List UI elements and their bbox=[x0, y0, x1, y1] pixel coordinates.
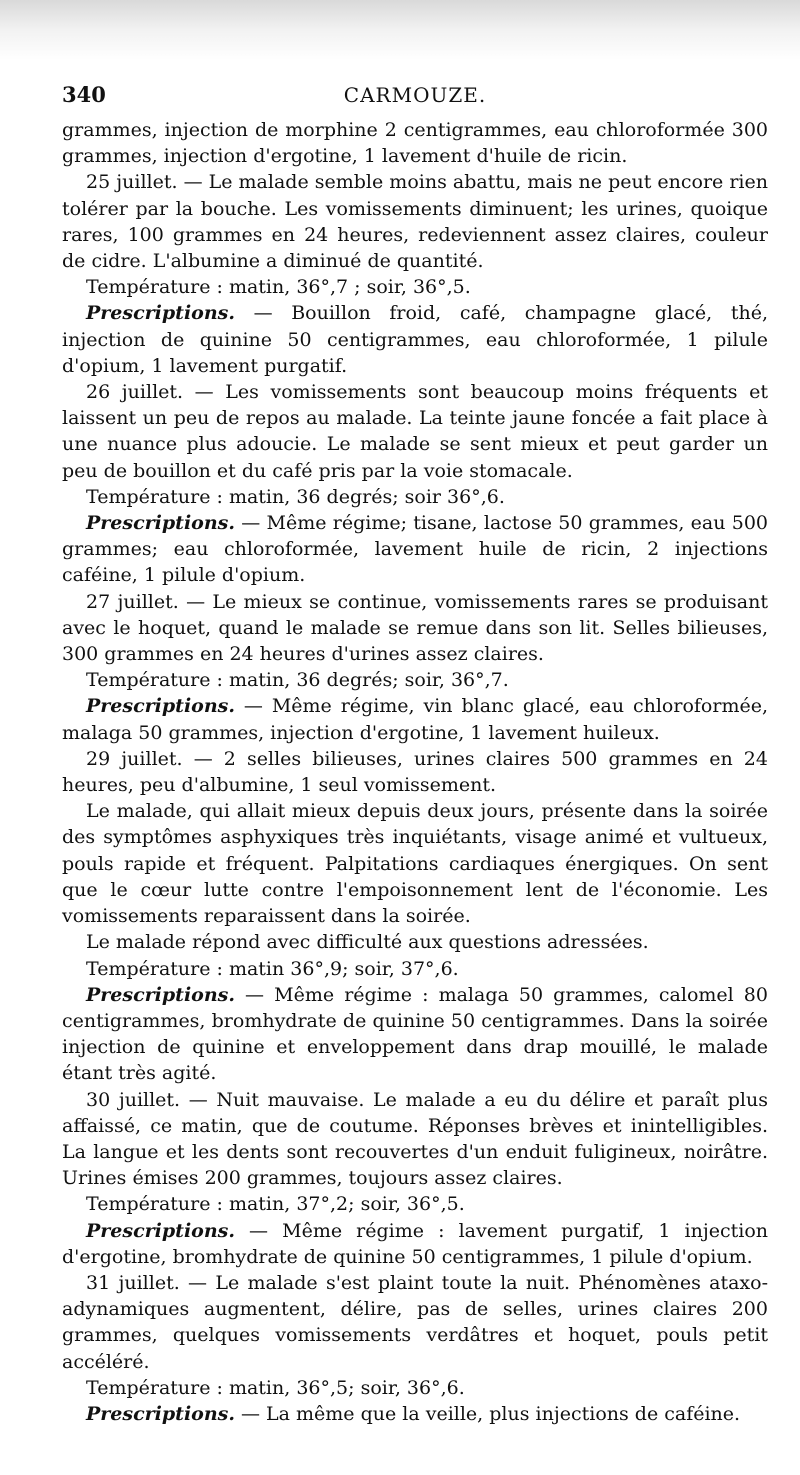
paragraph-text: Température : matin, 36°,7 ; soir, 36°,5. bbox=[86, 276, 471, 299]
body-text bbox=[62, 117, 768, 1427]
paragraph bbox=[62, 300, 768, 379]
prescriptions-label: Prescriptions. bbox=[86, 512, 235, 535]
paragraph bbox=[62, 667, 768, 693]
paragraph bbox=[62, 1191, 768, 1217]
paragraph bbox=[62, 484, 768, 510]
paragraph-text: 31 juillet. — Le malade s'est plaint toute la nuit. Phénomènes ataxo-adynamiques augmentent, délire, pas de selles, urines claires 200 grammes, quelques vomissements verdâtres et hoquet, pouls petit accéléré. bbox=[62, 1271, 768, 1373]
prescriptions-label: Prescriptions. bbox=[86, 1402, 235, 1425]
paragraph bbox=[62, 1087, 768, 1192]
paragraph bbox=[62, 1218, 768, 1270]
paragraph bbox=[62, 510, 768, 589]
page-header bbox=[62, 82, 768, 112]
paragraph-text: — La même que la veille, plus injections de caféine. bbox=[234, 1402, 741, 1425]
paragraph bbox=[62, 274, 768, 300]
paragraph bbox=[62, 1401, 768, 1427]
paragraph bbox=[62, 169, 768, 274]
paragraph-text: — Même régime; tisane, lactose 50 grammes, eau 500 grammes; eau chloroformée, lavement huile de ricin, 2 injections caféine, 1 pilule d'opium. bbox=[62, 512, 768, 587]
paragraph bbox=[62, 798, 768, 929]
paragraph bbox=[62, 1375, 768, 1401]
paragraph-text: — Même régime, vin blanc glacé, eau chloroformée, malaga 50 grammes, injection d'ergotine, 1 lavement huileux. bbox=[62, 695, 768, 744]
paragraph-text: Température : matin, 36 degrés; soir, 36°,7. bbox=[86, 669, 509, 692]
paragraph-text: Température : matin, 37°,2; soir, 36°,5. bbox=[86, 1193, 465, 1216]
page-number: 340 bbox=[62, 82, 106, 107]
paragraph bbox=[62, 117, 768, 169]
prescriptions-label: Prescriptions. bbox=[86, 1219, 235, 1242]
paragraph-text: Température : matin, 36°,5; soir, 36°,6. bbox=[86, 1376, 465, 1399]
running-title: CARMOUZE. bbox=[343, 83, 487, 107]
paragraph bbox=[62, 693, 768, 745]
paragraph-text: 30 juillet. — Nuit mauvaise. Le malade a eu du délire et paraît plus affaissé, ce matin, que de coutume. Réponses brèves et inintelligibles. La langue et les dents sont recouvertes d'un enduit fuligineux, noirâtre. Urines émises 200 grammes, toujours assez claires. bbox=[62, 1088, 768, 1190]
paragraph bbox=[62, 589, 768, 668]
paragraph-text: 25 juillet. — Le malade semble moins abattu, mais ne peut encore rien tolérer par la bouche. Les vomissements diminuent; les urines, quoique rares, 100 grammes en 24 heures, redeviennent assez claires, couleur de cidre. L'albumine a diminué de quantité. bbox=[62, 171, 768, 273]
prescriptions-label: Prescriptions. bbox=[86, 695, 235, 718]
paragraph-text: 29 juillet. — 2 selles bilieuses, urines claires 500 grammes en 24 heures, peu d'albumine, 1 seul vomissement. bbox=[62, 747, 768, 797]
paragraph bbox=[62, 956, 768, 982]
paragraph-text: 26 juillet. — Les vomissements sont beaucoup moins fréquents et laissent un peu de repos au malade. La teinte jaune foncée a fait place à une nuance plus adoucie. Le malade se sent mieux et peut garder un peu de bouillon et du café pris par la voie stomacale. bbox=[62, 381, 768, 482]
prescriptions-label: Prescriptions. bbox=[86, 302, 235, 325]
paragraph-text: Température : matin 36°,9; soir, 37°,6. bbox=[86, 957, 459, 980]
paragraph bbox=[62, 379, 768, 484]
paragraph-text: Température : matin, 36 degrés; soir 36°,6. bbox=[86, 485, 505, 508]
paragraph-text: — Même régime : malaga 50 grammes, calomel 80 centigrammes, bromhydrate de quinine 50 centigrammes. Dans la soirée injection de quinine et enveloppement dans drap mouillé, le malade étant très agité. bbox=[62, 983, 768, 1085]
paragraph-text: — Bouillon froid, café, champagne glacé, thé, injection de quinine 50 centigrammes, eau chloroformée, 1 pilule d'opium, 1 lavement purgatif. bbox=[62, 302, 768, 377]
paragraph bbox=[62, 982, 768, 1087]
paragraph bbox=[62, 1270, 768, 1375]
paragraph-text: Le malade, qui allait mieux depuis deux jours, présente dans la soirée des symptômes asphyxiques très inquiétants, visage animé et vultueux, pouls rapide et fréquent. Palpitations cardiaques énergiques. On sent que le cœur lutte contre l'empoisonnement lent de l'économie. Les vomissements reparaissent dans la soirée. bbox=[62, 800, 768, 928]
paragraph-text: Le malade répond avec difficulté aux questions adressées. bbox=[86, 931, 649, 954]
paragraph-text: grammes, injection de morphine 2 centigrammes, eau chloroformée 300 grammes, injection d'ergotine, 1 lavement d'huile de ricin. bbox=[62, 119, 768, 168]
paragraph bbox=[62, 746, 768, 798]
paragraph-text: — Même régime : lavement purgatif, 1 injection d'ergotine, bromhydrate de quinine 50 centigrammes, 1 pilule d'opium. bbox=[62, 1219, 768, 1268]
paragraph bbox=[62, 929, 768, 955]
prescriptions-label: Prescriptions. bbox=[86, 983, 235, 1006]
paragraph-text: 27 juillet. — Le mieux se continue, vomissements rares se produisant avec le hoquet, quand le malade se remue dans son lit. Selles bilieuses, 300 grammes en 24 heures d'urines assez claires. bbox=[62, 590, 768, 666]
